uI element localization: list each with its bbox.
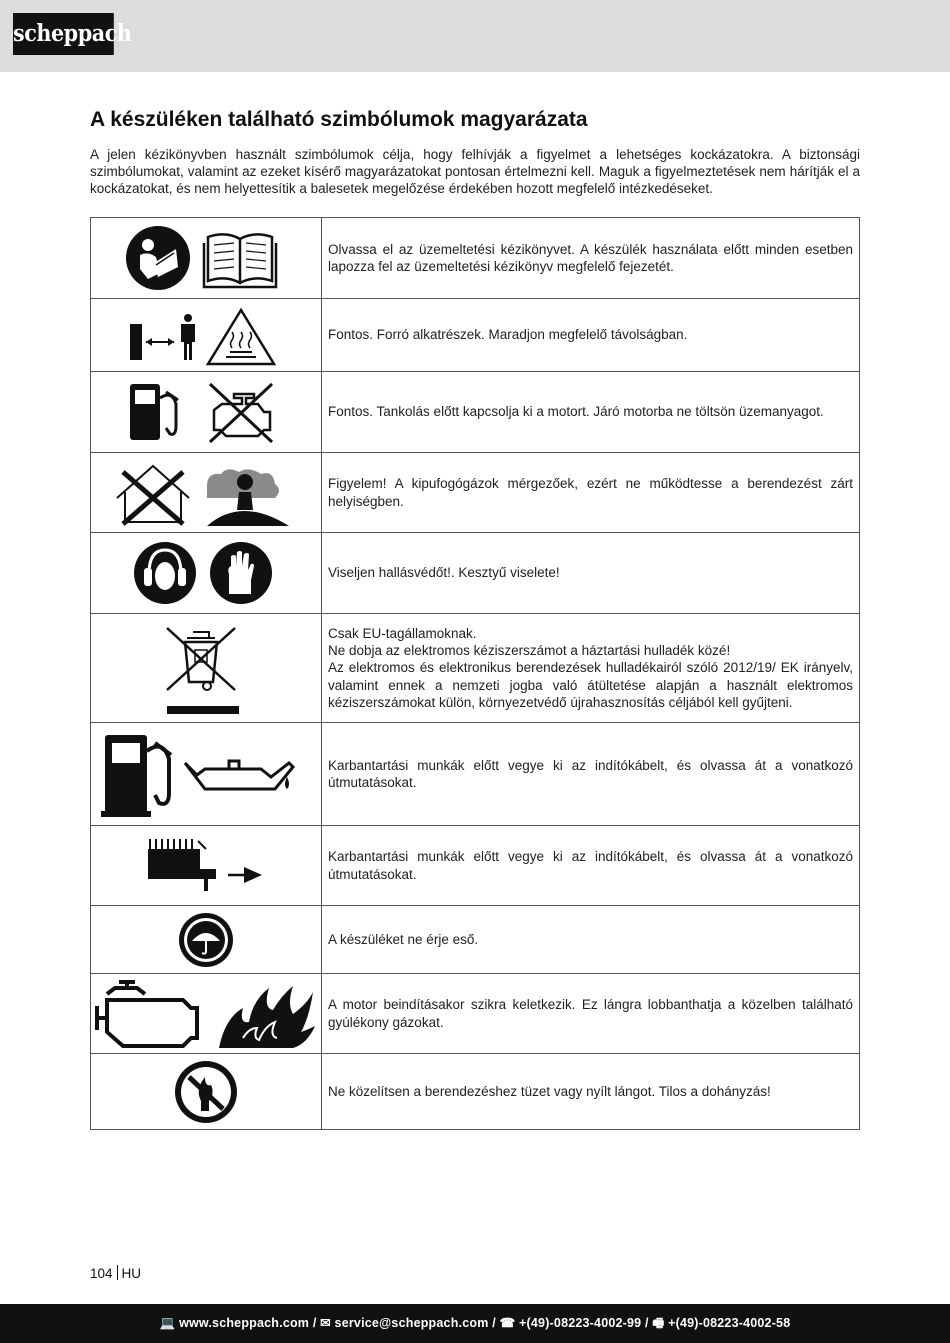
gloves-icon — [210, 542, 272, 604]
footer-website[interactable]: www.scheppach.com — [179, 1316, 310, 1330]
household-waste-line: Ne dobja az elektromos kéziszerszámot a háztartási hulladék közé! — [328, 643, 731, 659]
footer-phone: +(49)-08223-4002-99 — [519, 1316, 642, 1330]
fuel-pump-icon — [130, 384, 178, 440]
no-open-flame-icon — [175, 1061, 237, 1123]
symbol-description: Fontos. Forró alkatrészek. Maradjon megfelelő távolságban. — [322, 299, 860, 372]
symbol-icons-cell — [91, 372, 322, 453]
read-manual-icon — [126, 226, 190, 290]
symbol-row — [91, 533, 860, 614]
spark-plug-disconnect-icon — [148, 839, 262, 891]
symbol-description: Viseljen hallásvédőt!. Kesztyű viselete! — [322, 533, 860, 614]
symbol-description: A készüléket ne érje eső. — [322, 906, 860, 974]
footer-bar — [0, 1304, 950, 1343]
symbol-icons-cell — [91, 1054, 322, 1130]
symbol-description: Fontos. Tankolás előtt kapcsolja ki a motort. Járó motorba ne töltsön üzemanyagot. — [322, 372, 860, 453]
flames-icon — [219, 986, 315, 1048]
symbol-description: Ne közelítsen a berendezéshez tüzet vagy nyílt lángot. Tilos a dohányzás! — [322, 1054, 860, 1130]
no-rain-umbrella-icon — [179, 913, 233, 967]
footer-email[interactable]: service@scheppach.com — [334, 1316, 489, 1330]
symbol-row — [91, 974, 860, 1054]
symbol-row — [91, 218, 860, 299]
oil-can-icon — [185, 761, 293, 789]
symbol-icons-cell — [91, 533, 322, 614]
no-running-engine-icon — [210, 384, 272, 442]
hot-surface-warning-icon — [208, 310, 274, 364]
symbol-icons-cell — [91, 218, 322, 299]
symbol-icons-cell — [91, 614, 322, 723]
symbol-description: Olvassa el az üzemeltetési kézikönyvet. A készülék használata előtt minden esetben lapozza fel az üzemeltetési kézikönyv megfelelő fejezetét. — [322, 218, 860, 299]
page-number-value: 104 — [90, 1266, 113, 1281]
symbol-icons-cell — [91, 453, 322, 533]
symbol-icons-cell — [91, 826, 322, 906]
footer-separator: / — [645, 1316, 653, 1330]
keep-distance-icon — [130, 314, 195, 360]
engine-icon — [97, 982, 197, 1046]
weee-crossed-bin-icon — [167, 628, 239, 714]
header-band — [0, 0, 950, 72]
open-book-icon — [204, 234, 276, 287]
symbol-table — [90, 217, 860, 1130]
symbol-icons-cell — [91, 723, 322, 826]
symbol-row — [91, 299, 860, 372]
symbol-row — [91, 1054, 860, 1130]
no-indoor-use-icon — [117, 466, 189, 524]
symbol-row — [91, 906, 860, 974]
phone-icon: ☎ — [499, 1316, 516, 1330]
page-title: A készüléken található szimbólumok magyarázata — [90, 108, 588, 131]
toxic-fumes-icon — [207, 469, 289, 526]
symbol-row — [91, 723, 860, 826]
footer-fax: +(49)-08223-4002-58 — [668, 1316, 791, 1330]
scheppach-logo: scheppach — [13, 13, 114, 55]
weee-directive-line: Az elektromos és elektronikus berendezések hulladékairól szóló 2012/19/ EK irányelv, valamint ennek a nemzeti jogba való átültetése alapján a használt elektromos kéziszerszámokat külön, környezetvédő újrahasznosítás céljából kell gyűjteni. — [328, 660, 853, 710]
symbol-row — [91, 453, 860, 533]
footer-separator: / — [492, 1316, 500, 1330]
symbol-description: Figyelem! A kipufogógázok mérgezőek, ezért ne működtesse a berendezést zárt helyiségben. — [322, 453, 860, 533]
page-separator — [117, 1265, 118, 1280]
symbol-icons-cell — [91, 906, 322, 974]
symbol-description: Karbantartási munkák előtt vegye ki az indítókábelt, és olvassa át a vonatkozó útmutatásokat. — [322, 723, 860, 826]
symbol-description: A motor beindításakor szikra keletkezik. Ez lángra lobbanthatja a közelben található gyúlékony gázokat. — [322, 974, 860, 1054]
page-language: HU — [121, 1266, 142, 1281]
symbol-row — [91, 372, 860, 453]
footer-separator: / — [312, 1316, 321, 1330]
fax-icon: 🖷 — [652, 1316, 665, 1330]
page-number — [90, 1265, 141, 1281]
symbol-description — [322, 614, 860, 723]
symbol-icons-cell — [91, 299, 322, 372]
symbol-row — [91, 826, 860, 906]
symbol-icons-cell — [91, 974, 322, 1054]
symbol-row — [91, 614, 860, 723]
symbol-description: Karbantartási munkák előtt vegye ki az indítókábelt, és olvassa át a vonatkozó útmutatásokat. — [322, 826, 860, 906]
intro-paragraph: A jelen kézikönyvben használt szimbólumok célja, hogy felhívják a figyelmet a lehetséges kockázatokra. A biztonsági szimbólumokat, valamint az ezeket kísérő magyarázatokat pontosan értelmezni kell. Maguk a figyelmeztetések nem hárítják el a kockázatokat, és nem helyettesítik a balesetek megelőzése érdekében hozott megfelelő intézkedéseket. — [90, 147, 860, 197]
computer-icon: 💻 — [159, 1316, 176, 1330]
eu-only-line: Csak EU-tagállamoknak. — [328, 625, 477, 641]
envelope-icon: ✉ — [320, 1316, 331, 1330]
ear-protection-icon — [134, 542, 196, 604]
fuel-pump-icon — [101, 735, 171, 817]
